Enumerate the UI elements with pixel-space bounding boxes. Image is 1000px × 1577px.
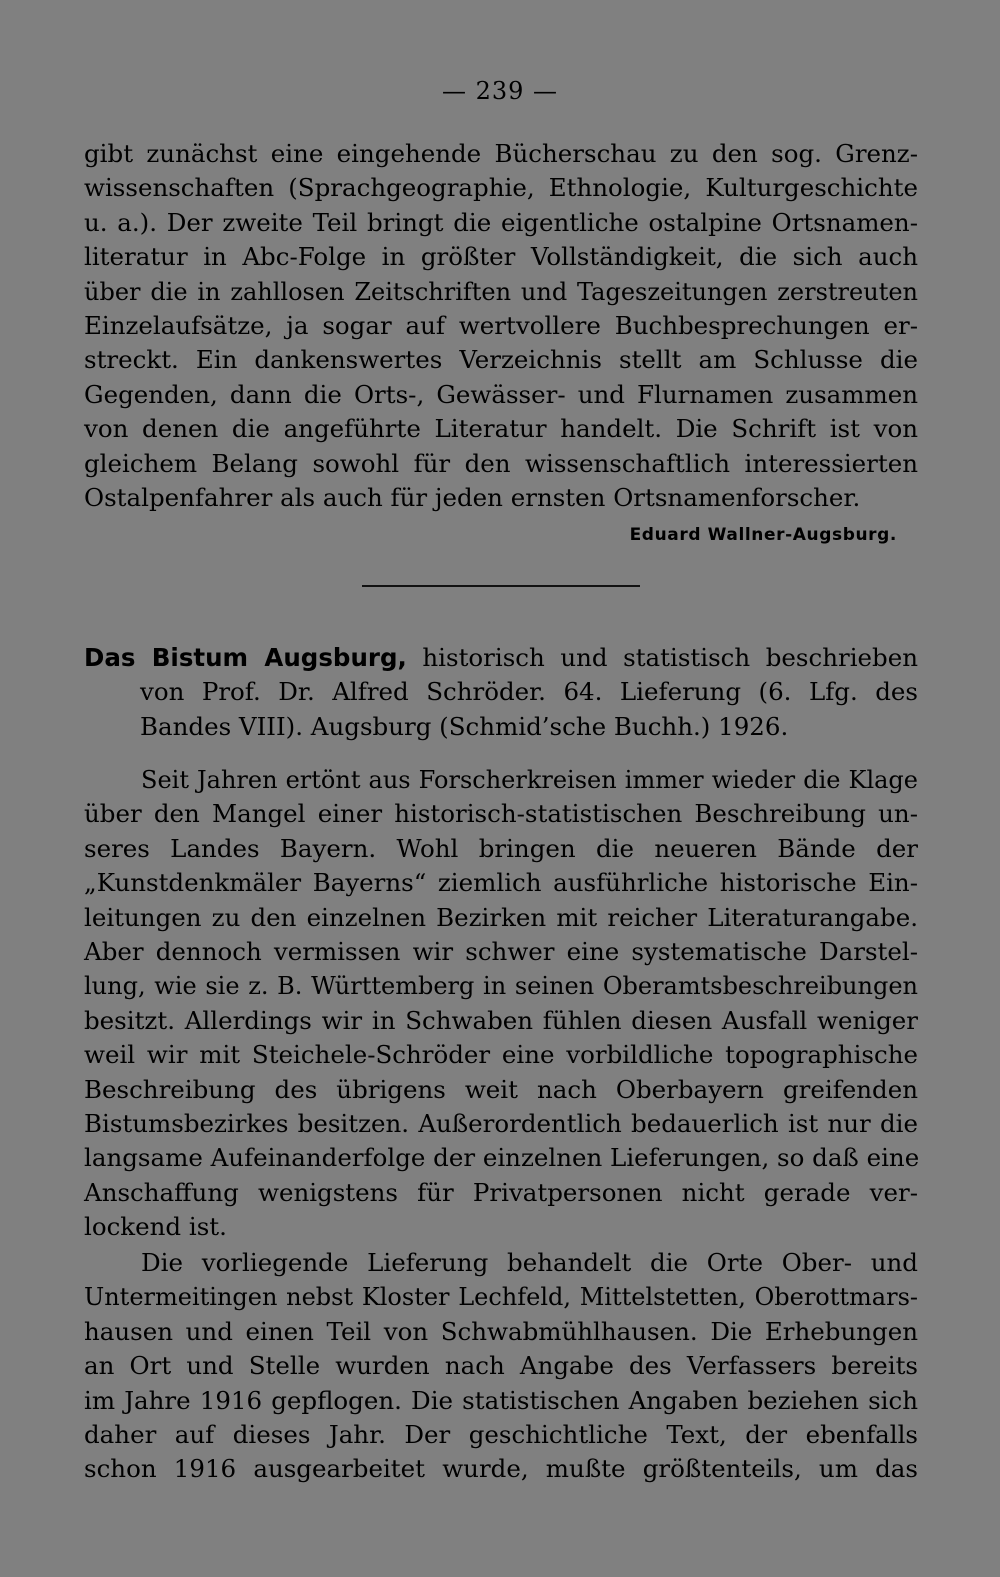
text-line: Seit Jahren ertönt aus Forscherkreisen immer wieder die Klage <box>141 766 918 794</box>
section-divider <box>362 585 640 587</box>
text-line: lockend ist. <box>84 1212 227 1242</box>
text-line: gleichem Belang sowohl für den wissenschaftlich interessierten <box>84 448 918 478</box>
citation-line: Bandes VIII). Augsburg (Schmid’sche Buchh.) 1926. <box>140 711 789 741</box>
text-line: daher auf dieses Jahr. Der geschichtliche Text, der ebenfalls <box>84 1419 918 1449</box>
review-entry-heading <box>84 641 918 744</box>
text-line: gibt zunächst eine eingehende Bücherschau zu den sog. Grenz- <box>84 139 918 168</box>
entry-title: Das Bistum Augsburg, <box>84 643 407 672</box>
text-line: besitzt. Allerdings wir in Schwaben fühlen diesen Ausfall weniger <box>84 1005 918 1035</box>
text-line: weil wir mit Steichele-Schröder eine vorbildliche topographische <box>84 1040 918 1070</box>
text-line: hausen und einen Teil von Schwabmühlhausen. Die Erhebungen <box>84 1316 918 1346</box>
text-line: über die in zahllosen Zeitschriften und Tageszeitungen zerstreuten <box>84 277 918 306</box>
text-line: schon 1916 ausgearbeitet wurde, mußte größtenteils, um das <box>84 1454 918 1484</box>
text-line: leitungen zu den einzelnen Bezirken mit reicher Literaturangabe. <box>84 902 918 932</box>
intro-paragraph <box>84 137 918 515</box>
page-number: — 239 — <box>441 77 559 105</box>
text-line: Aber dennoch vermissen wir schwer eine systematische Darstel- <box>84 936 918 966</box>
text-line: langsame Aufeinanderfolge der einzelnen Lieferungen, so daß eine <box>84 1143 920 1173</box>
text-line: Die vorliegende Lieferung behandelt die Orte Ober- und <box>141 1248 918 1277</box>
text-line: Anschaffung wenigstens für Privatpersonen nicht gerade ver- <box>84 1177 918 1207</box>
text-line: lung, wie sie z. B. Württemberg in seinen Oberamtsbeschreibungen <box>84 972 918 1001</box>
text-line: an Ort und Stelle wurden nach Angabe des Verfassers bereits <box>84 1351 918 1381</box>
entry-title-rest: historisch und statistisch beschrieben <box>406 643 918 672</box>
text-line: über den Mangel einer historisch-statistischen Beschreibung un- <box>84 799 918 829</box>
text-line: Untermeitingen nebst Kloster Lechfeld, Mittelstetten, Oberottmars- <box>84 1283 918 1312</box>
citation-line: von Prof. Dr. Alfred Schröder. 64. Lieferung (6. Lfg. des <box>140 677 918 707</box>
review-paragraph-1 <box>84 763 918 1244</box>
text-line: Einzelaufsätze, ja sogar auf wertvollere Buchbesprechungen er- <box>84 310 918 340</box>
text-line: u. a.). Der zweite Teil bringt die eigentliche ostalpine Ortsnamen- <box>84 207 918 237</box>
text-line: Gegenden, dann die Orts-, Gewässer- und Flurnamen zusammen <box>84 379 918 409</box>
text-line: seres Landes Bayern. Wohl bringen die neueren Bände der <box>84 833 918 863</box>
review-paragraph-2 <box>84 1246 918 1487</box>
entry-heading-line <box>84 641 918 675</box>
text-line: Ostalpenfahrer als auch für jeden ernsten Ortsnamenforscher. <box>84 482 861 512</box>
text-line: „Kunstdenkmäler Bayerns“ ziemlich ausführliche historische Ein- <box>84 868 918 898</box>
text-line: Beschreibung des übrigens weit nach Oberbayern greifenden <box>84 1074 918 1104</box>
text-line: wissenschaften (Sprachgeographie, Ethnologie, Kulturgeschichte <box>84 173 918 203</box>
text-line: von denen die angeführte Literatur handelt. Die Schrift ist von <box>84 414 918 444</box>
text-line: literatur in Abc-Folge in größter Vollständigkeit, die sich auch <box>84 242 918 272</box>
reviewer-signature: Eduard Wallner-Augsburg. <box>629 525 897 545</box>
text-line: Bistumsbezirkes besitzen. Außerordentlich bedauerlich ist nur die <box>84 1108 918 1138</box>
text-line: im Jahre 1916 gepflogen. Die statistischen Angaben beziehen sich <box>84 1385 918 1415</box>
text-line: streckt. Ein dankenswertes Verzeichnis stellt am Schlusse die <box>84 345 918 375</box>
